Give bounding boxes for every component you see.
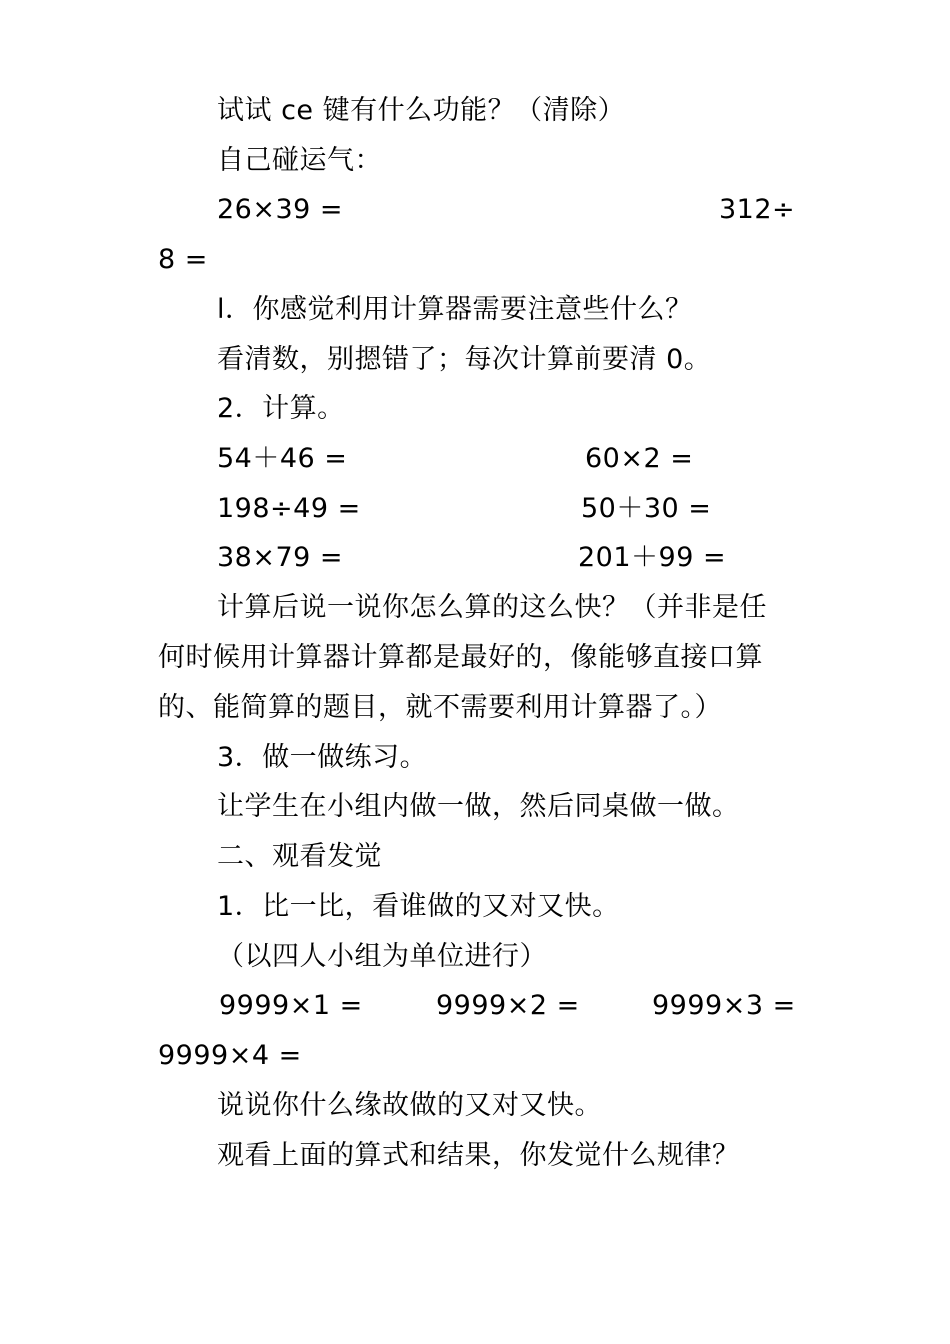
paragraph-discussion-line1: 计算后说一说你怎么算的这么快？（并非是任 [217, 592, 767, 623]
heading-1-compare: 1．比一比，看谁做的又对又快。 [217, 891, 620, 922]
equation-9999x2: 9999×2 = [436, 990, 580, 1021]
question-1: l．你感觉利用计算器需要注意些什么？ [217, 294, 693, 325]
paragraph-discussion-line2: 何时候用计算器计算都是最好的，像能够直接口算 [158, 642, 763, 673]
equation-50-plus-30: 50＋30 = [581, 493, 712, 524]
equation-201-plus-99: 201＋99 = [578, 542, 727, 573]
equation-198-div-49: 198÷49 = [217, 493, 361, 524]
equation-9999x4: 9999×4 = [158, 1040, 302, 1071]
equation-54-plus-46: 54＋46 = [217, 443, 348, 474]
equation-26x39: 26×39 = [217, 194, 344, 225]
equation-60x2: 60×2 = [585, 443, 694, 474]
equation-9999x1: 9999×1 = [219, 990, 363, 1021]
equation-312-div: 312÷ [719, 194, 796, 225]
equation-9999x3: 9999×3 = [652, 990, 796, 1021]
equation-8-equals: 8 = [158, 244, 208, 275]
paragraph-group-of-four: （以四人小组为单位进行） [217, 941, 547, 972]
paragraph-why-fast: 说说你什么缘故做的又对又快。 [217, 1090, 602, 1121]
paragraph-find-pattern: 观看上面的算式和结果，你发觉什么规律？ [217, 1140, 740, 1171]
paragraph-try-luck: 自己碰运气： [217, 145, 382, 176]
paragraph-group-work: 让学生在小组内做一做，然后同桌做一做。 [217, 791, 740, 822]
answer-1: 看清数，别摁错了；每次计算前要清 0。 [217, 344, 712, 375]
section-heading-observe: 二、观看发觉 [217, 841, 382, 872]
equation-38x79: 38×79 = [217, 542, 344, 573]
heading-3-practice: 3．做一做练习。 [217, 742, 428, 773]
heading-2-calculate: 2．计算。 [217, 393, 345, 424]
paragraph-discussion-line3: 的、能简算的题目，就不需要利用计算器了。） [158, 692, 722, 723]
paragraph-ce-key: 试试 ce 键有什么功能？（清除） [217, 95, 626, 126]
